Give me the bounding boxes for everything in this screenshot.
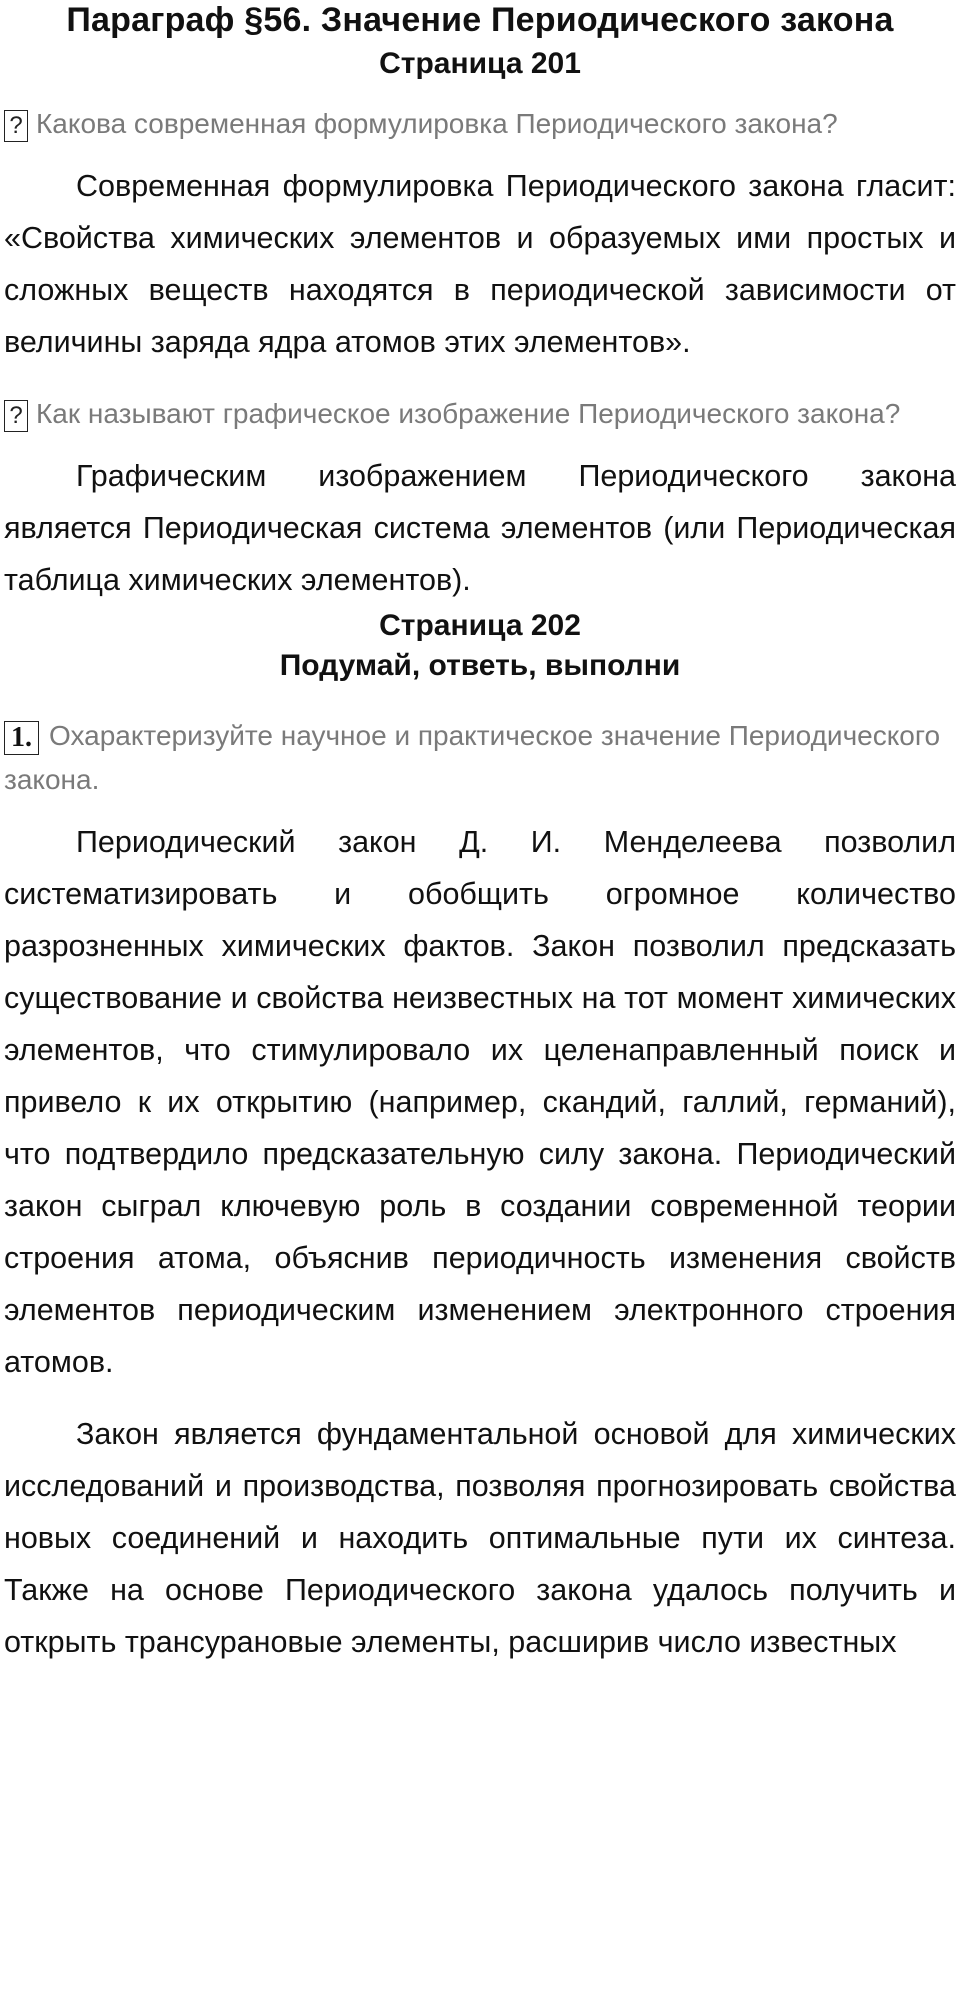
exercise-1-answer-paragraph-1: Периодический закон Д. И. Менделеева позволил систематизировать и обобщить огромное количество разрозненных химических фактов. Закон позволил предсказать существование и свойства неизвестных на тот момент химических элементов, что стимулировало их целенаправленный поиск и привело к их открытию (например, скандий, галлий, германий), что подтвердило предсказательную силу закона. Периодический закон сыграл ключевую роль в создании современной теории строения атома, объяснив периодичность изменения свойств элементов периодическим изменением электронного строения атомов.: [4, 825, 956, 1379]
exercise-number-badge: 1.: [4, 721, 39, 755]
question-mark-icon: ?: [4, 400, 28, 432]
question-1-text: Какова современная формулировка Периодического закона?: [36, 108, 838, 139]
question-1: [4, 102, 956, 146]
exercise-section-heading: Подумай, ответь, выполни: [279, 649, 681, 682]
page-201-heading: Страница 201: [379, 47, 581, 80]
question-2: [4, 392, 956, 436]
question-2-text: Как называют графическое изображение Периодического закона?: [36, 398, 901, 429]
exercise-1-answer-paragraph-2: Закон является фундаментальной основой для химических исследований и производства, позволяя прогнозировать свойства новых соединений и находить оптимальные пути их синтеза. Также на основе Периодического закона удалось получить и открыть трансурановые элементы, расширив число известных: [4, 1417, 956, 1659]
exercise-1-text: Охарактеризуйте научное и практическое значение Периодического закона.: [4, 720, 941, 795]
page-202-heading: Страница 202: [379, 609, 581, 642]
answer-2: Графическим изображением Периодического закона является Периодическая система элементов (или Периодическая таблица химических элементов).: [4, 459, 956, 597]
question-mark-icon: ?: [4, 110, 28, 142]
exercise-1: [4, 714, 956, 802]
answer-1: Современная формулировка Периодического закона гласит: «Свойства химических элементов и образуемых ими простых и сложных веществ находятся в периодической зависимости от величины заряда ядра атомов этих элементов».: [4, 169, 956, 359]
page-title: Параграф §56. Значение Периодического закона: [66, 1, 894, 39]
